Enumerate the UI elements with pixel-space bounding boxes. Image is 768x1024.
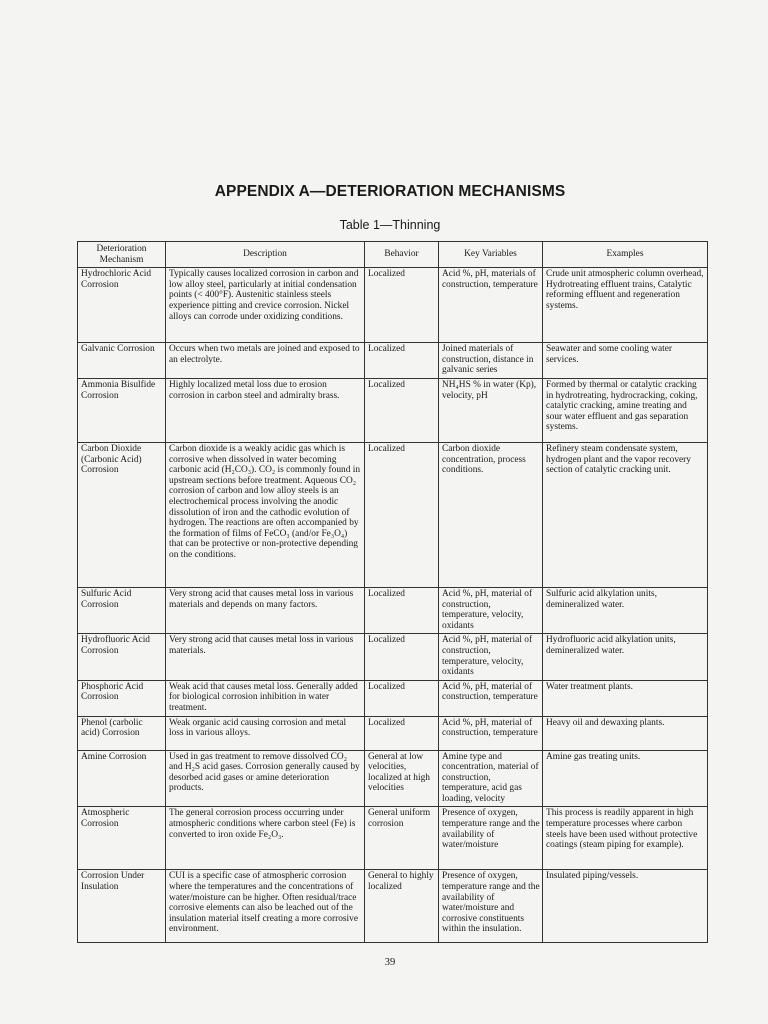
behavior-cell: Localized — [365, 378, 439, 442]
examples-cell: Water treatment plants. — [543, 680, 708, 716]
table-row — [78, 807, 708, 870]
table-row — [78, 716, 708, 750]
key-variables-cell: Joined materials of construction, distance in galvanic series — [439, 343, 543, 379]
mechanism-cell: Ammonia Bisulfide Corrosion — [78, 378, 166, 442]
behavior-cell: Localized — [365, 343, 439, 379]
table-row — [78, 378, 708, 442]
description-cell: Carbon dioxide is a weakly acidic gas which is corrosive when dissolved in water becoming carbonic acid (H₂CO₃). CO₂ is commonly found in upstream sections before treatment. Aqueous CO₂ corrosion of carbon and low alloy steels is an electrochemical process involving the anodic dissolution of iron and the cathodic evolution of hydrogen. The reactions are often accompanied by the formation of films of FeCO₃ (and/or Fe₃O₄) that can be protective or non-protective depending on the conditions. — [166, 442, 365, 587]
column-header-behavior: Behavior — [365, 242, 439, 268]
examples-cell: Crude unit atmospheric column overhead, Hydrotreating effluent trains, Catalytic reforming effluent and regeneration systems. — [543, 268, 708, 343]
column-header-key-variables: Key Variables — [439, 242, 543, 268]
table-row — [78, 750, 708, 807]
description-cell: Used in gas treatment to remove dissolved CO₂ and H₂S acid gases. Corrosion generally caused by desorbed acid gases or amine deterioration products. — [166, 750, 365, 807]
mechanism-cell: Atmospheric Corrosion — [78, 807, 166, 870]
mechanism-cell: Hydrofluoric Acid Corrosion — [78, 634, 166, 680]
page-number: 39 — [384, 957, 396, 968]
key-variables-cell: Presence of oxygen, temperature range and the availability of water/moisture — [439, 807, 543, 870]
description-cell: Very strong acid that causes metal loss in various materials. — [166, 634, 365, 680]
table-row — [78, 870, 708, 943]
description-cell: Occurs when two metals are joined and exposed to an electrolyte. — [166, 343, 365, 379]
examples-cell: Hydrofluoric acid alkylation units, demineralized water. — [543, 634, 708, 680]
mechanism-cell: Sulfuric Acid Corrosion — [78, 587, 166, 633]
behavior-cell: General to highly localized — [365, 870, 439, 943]
examples-cell: Sulfuric acid alkylation units, demineralized water. — [543, 587, 708, 633]
description-cell: Weak acid that causes metal loss. Generally added for biological corrosion inhibition in water treatment. — [166, 680, 365, 716]
thinning-table — [77, 241, 708, 943]
examples-cell: This process is readily apparent in high temperature processes where carbon steels have been used without protective coatings (steam piping for example). — [543, 807, 708, 870]
key-variables-cell: Carbon dioxide concentration, process conditions. — [439, 442, 543, 587]
table-row — [78, 680, 708, 716]
key-variables-cell: Acid %, pH, materials of construction, temperature — [439, 268, 543, 343]
examples-cell: Formed by thermal or catalytic cracking in hydrotreating, hydrocracking, coking, catalytic cracking, amine treating and sour water effluent and gas separation systems. — [543, 378, 708, 442]
description-cell: CUI is a specific case of atmospheric corrosion where the temperatures and the concentrations of water/moisture can be higher. Often residual/trace corrosive elements can also be leached out of the insulation material itself creating a more corrosive environment. — [166, 870, 365, 943]
mechanism-cell: Phenol (carbolic acid) Corrosion — [78, 716, 166, 750]
description-cell: Weak organic acid causing corrosion and metal loss in various alloys. — [166, 716, 365, 750]
column-header-description: Description — [166, 242, 365, 268]
table-row — [78, 442, 708, 587]
mechanism-cell: Hydrochloric Acid Corrosion — [78, 268, 166, 343]
mechanism-cell: Phosphoric Acid Corrosion — [78, 680, 166, 716]
behavior-cell: Localized — [365, 634, 439, 680]
behavior-cell: General at low velocities, localized at high velocities — [365, 750, 439, 807]
behavior-cell: General uniform corrosion — [365, 807, 439, 870]
examples-cell: Amine gas treating units. — [543, 750, 708, 807]
examples-cell: Seawater and some cooling water services. — [543, 343, 708, 379]
table-header-row — [78, 242, 708, 268]
mechanism-cell: Carbon Dioxide (Carbonic Acid) Corrosion — [78, 442, 166, 587]
key-variables-cell: NH₄HS % in water (Kp), velocity, pH — [439, 378, 543, 442]
table-row — [78, 587, 708, 633]
examples-cell: Heavy oil and dewaxing plants. — [543, 716, 708, 750]
examples-cell: Insulated piping/vessels. — [543, 870, 708, 943]
mechanism-cell: Amine Corrosion — [78, 750, 166, 807]
key-variables-cell: Acid %, pH, material of construction, temperature, velocity, oxidants — [439, 634, 543, 680]
mechanism-cell: Galvanic Corrosion — [78, 343, 166, 379]
examples-cell: Refinery steam condensate system, hydrogen plant and the vapor recovery section of catalytic cracking unit. — [543, 442, 708, 587]
description-cell: Typically causes localized corrosion in carbon and low alloy steel, particularly at initial condensation points (< 400°F). Austenitic stainless steels experience pitting and crevice corrosion. Nickel alloys can corrode under oxidizing conditions. — [166, 268, 365, 343]
table-row — [78, 343, 708, 379]
behavior-cell: Localized — [365, 268, 439, 343]
table-row — [78, 634, 708, 680]
behavior-cell: Localized — [365, 716, 439, 750]
behavior-cell: Localized — [365, 442, 439, 587]
behavior-cell: Localized — [365, 680, 439, 716]
key-variables-cell: Acid %, pH, material of construction, temperature — [439, 716, 543, 750]
column-header-mechanism: Deterioration Mechanism — [78, 242, 166, 268]
column-header-examples: Examples — [543, 242, 708, 268]
description-cell: Very strong acid that causes metal loss in various materials and depends on many factors. — [166, 587, 365, 633]
table-row — [78, 268, 708, 343]
table-caption: Table 1—Thinning — [339, 218, 441, 232]
mechanism-cell: Corrosion Under Insulation — [78, 870, 166, 943]
behavior-cell: Localized — [365, 587, 439, 633]
page-title: APPENDIX A—DETERIORATION MECHANISMS — [214, 183, 566, 200]
key-variables-cell: Presence of oxygen, temperature range and the availability of water/moisture and corrosive constituents within the insulation. — [439, 870, 543, 943]
key-variables-cell: Acid %, pH, material of construction, temperature — [439, 680, 543, 716]
key-variables-cell: Acid %, pH, material of construction, temperature, velocity, oxidants — [439, 587, 543, 633]
description-cell: Highly localized metal loss due to erosion corrosion in carbon steel and admiralty brass. — [166, 378, 365, 442]
description-cell: The general corrosion process occurring under atmospheric conditions where carbon steel (Fe) is converted to iron oxide Fe₂O₃. — [166, 807, 365, 870]
key-variables-cell: Amine type and concentration, material of construction, temperature, acid gas loading, velocity — [439, 750, 543, 807]
